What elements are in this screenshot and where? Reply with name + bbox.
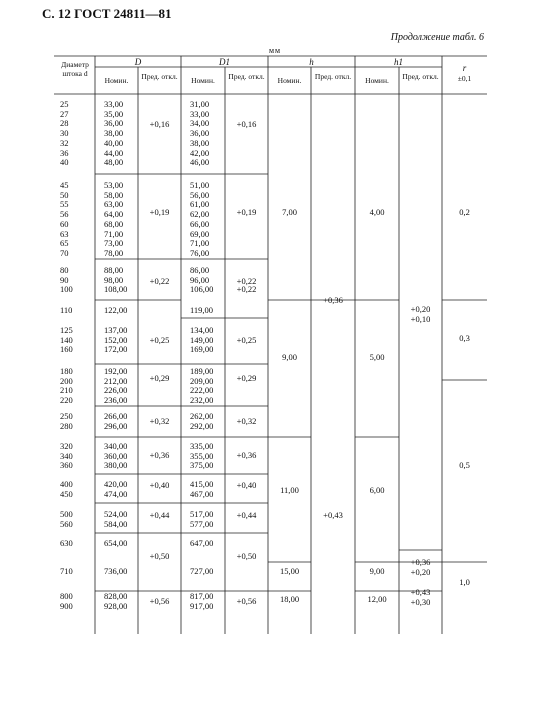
D1-dev-630-710: +0,50 [236,551,257,561]
D1-deviation-cell: +0,40 [236,480,257,490]
D-deviation-cell: +0,29 [149,373,170,383]
rod-diameter-cell: 200 [60,375,73,386]
h-nom-5: 18,00 [279,594,300,604]
D-deviation-cell: +0,56 [149,596,170,606]
rod-diameter-cell: 100 [60,284,73,295]
rod-diameter-cell: 65 [60,238,69,249]
h1-dev-1b: +0,10 [410,314,431,324]
D-deviation-cell: +0,22 [149,276,170,286]
h1-dev-2b: +0,20 [410,567,431,577]
D1-deviation-cell: +0,29 [236,373,257,383]
D-nominal-cell: 108,00 [104,284,128,295]
rod-diameter-cell: 32 [60,137,69,148]
r-value-4: 1,0 [459,577,470,587]
D-nominal-cell: 172,00 [104,344,128,355]
D1-nominal-cell: 209,00 [190,375,214,386]
h1-dev-3a: +0,43 [410,587,431,597]
h1-dev-3b: +0,30 [410,597,431,607]
rod-diameter-cell: 400 [60,479,73,489]
D1-deviation-cell: +0,56 [236,596,257,606]
col-header-h1: h1 [394,57,403,67]
D-nominal-cell: 63,00 [104,199,124,210]
D-nominal-cell: 420,00 [104,479,128,489]
D1-nominal-cell: 61,00 [190,199,210,210]
h-nom-2: 9,00 [282,352,297,362]
D1-nominal-cell: 38,00 [190,137,210,148]
rod-diameter-cell: 250 [60,411,73,421]
D1-nominal-cell: 189,00 [190,366,214,376]
D1-nominal-cell: 355,00 [190,450,214,461]
rod-diameter-cell: 56 [60,209,69,220]
D1-nominal-cell: 149,00 [190,334,214,345]
D1-deviation-cell: +0,22 [236,276,257,286]
D-nominal-cell: 736,00 [104,566,128,576]
col-header-D1-nom: Номин. [191,76,215,85]
D-nominal-cell: 78,00 [104,247,124,258]
D1-nominal-cell: 467,00 [190,488,214,499]
rod-diameter-cell: 125 [60,325,73,335]
D1-nominal-cell: 36,00 [190,128,210,139]
D-nominal-cell: 474,00 [104,488,128,499]
D-nominal-cell: 296,00 [104,420,128,431]
D1-nominal-cell: 375,00 [190,460,214,471]
D-nominal-cell: 33,00 [104,99,124,109]
rod-diameter-cell: 900 [60,600,73,611]
col-header-D1: D1 [219,57,230,67]
D-nominal-cell: 58,00 [104,189,124,200]
D1-nominal-cell: 817,00 [190,591,214,601]
D1-nominal-cell: 232,00 [190,395,214,406]
D-deviation-cell: +0,16 [149,119,170,129]
D1-deviation-cell: +0,19 [236,207,257,217]
rod-diameter-cell: 55 [60,199,69,210]
D-nominal-cell: 226,00 [104,385,128,396]
D-nominal-cell: 928,00 [104,600,128,611]
h1-dev-2a: +0,36 [410,557,431,567]
D1-deviation-cell: +0,32 [236,416,257,426]
D-nominal-cell: 584,00 [104,518,128,529]
D1-nominal-cell: 56,00 [190,189,210,200]
D-nominal-cell: 88,00 [104,265,124,275]
D-deviation-cell: +0,36 [149,450,170,460]
page-header: С. 12 ГОСТ 24811—81 [42,6,172,21]
rod-diameter-cell: 36 [60,147,69,158]
rod-diameter-cell: 450 [60,488,73,499]
col-header-h-dev: Пред. откл. [314,72,352,81]
D-nominal-cell: 152,00 [104,334,128,345]
h1-nom-1: 4,00 [369,207,385,217]
r-value-1: 0,2 [459,207,470,217]
D-nominal-cell: 71,00 [104,228,124,239]
D1-nominal-cell: 134,00 [190,325,214,335]
rod-diameter-cell: 280 [60,420,73,431]
col-header-h1-dev: Пред. откл. [402,72,439,81]
D-nominal-cell: 44,00 [104,147,124,158]
D-nominal-cell: 137,00 [104,325,128,335]
D1-nominal-cell: 31,00 [190,99,210,109]
rod-diameter-cell: 45 [60,180,69,190]
col-header-D-dev: Пред. откл. [141,72,178,81]
h1-nom-2: 5,00 [369,352,385,362]
rod-diameter-cell: 360 [60,460,73,471]
D1-nominal-cell: 62,00 [190,209,210,220]
D-nominal-cell: 48,00 [104,157,124,168]
rod-diameter-cell: 63 [60,228,69,239]
D-nominal-cell: 38,00 [104,128,124,139]
rod-diameter-cell: 180 [60,366,73,376]
D1-nominal-cell: 727,00 [190,566,214,576]
rod-diameter-cell: 28 [60,118,69,129]
D-nominal-cell: 828,00 [104,591,128,601]
col-header-D: D [134,57,142,67]
D1-nominal-cell: 66,00 [190,218,210,229]
D1-nominal-cell: 917,00 [190,600,214,611]
D1-nominal-cell: 42,00 [190,147,210,158]
D-nominal-cell: 212,00 [104,375,128,386]
D-nominal-cell: 53,00 [104,180,124,190]
D1-dev-100-110: +0,22 [236,284,257,294]
D-deviation-cell: +0,44 [149,510,170,520]
D-nominal-cell: 122,00 [104,305,128,315]
rod-diameter-cell: 40 [60,157,69,168]
D-nominal-cell: 35,00 [104,108,124,119]
h-dev-2: +0,43 [323,510,343,520]
D-nominal-cell: 98,00 [104,274,124,285]
D-deviation-cell: +0,40 [149,480,170,490]
D-nominal-cell: 236,00 [104,395,128,406]
h1-dev-1a: +0,20 [410,304,431,314]
D-nominal-cell: 68,00 [104,218,124,229]
r-value-2: 0,3 [459,333,470,343]
unit-label: мм [268,46,282,55]
D-nominal-cell: 73,00 [104,238,124,249]
rod-diameter-cell: 710 [60,566,73,576]
D1-deviation-cell: +0,16 [236,119,257,129]
rod-diameter-cell: 560 [60,518,73,529]
D1-nominal-cell: 51,00 [190,180,210,190]
h-dev-1: +0,36 [323,295,343,305]
D-nominal-cell: 360,00 [104,450,128,461]
D1-nominal-cell: 292,00 [190,420,214,431]
D1-nominal-cell: 335,00 [190,441,214,451]
D-deviation-cell: +0,32 [149,416,170,426]
D1-nominal-cell: 76,00 [190,247,210,258]
D-nominal-cell: 40,00 [104,137,124,148]
D-nominal-cell: 266,00 [104,411,128,421]
col-header-D-nom: Номин. [104,76,129,85]
D1-nominal-cell: 415,00 [190,479,214,489]
col-header-d: Диаметр штока d [61,60,89,78]
rod-diameter-cell: 25 [60,99,69,109]
col-header-h1-nom: Номин. [365,76,389,85]
D1-nominal-cell: 33,00 [190,108,210,119]
D-deviation-cell: +0,25 [149,335,170,345]
D1-nominal-cell: 34,00 [190,118,210,129]
rod-diameter-cell: 500 [60,509,73,519]
D1-nominal-cell: 106,00 [190,284,214,295]
D1-nominal-cell: 96,00 [190,274,210,285]
col-header-r: r [462,63,467,73]
h-nom-1: 7,00 [282,207,297,217]
D1-nominal-cell: 46,00 [190,157,210,168]
rod-diameter-cell: 70 [60,247,69,258]
D-dev-630-710: +0,50 [149,551,170,561]
D-nominal-cell: 654,00 [104,538,128,548]
col-header-h: h [309,57,314,67]
D-deviation-cell: +0,19 [149,207,170,217]
rod-diameter-cell: 50 [60,189,69,200]
rod-diameter-cell: 220 [60,395,73,406]
col-header-r-tolerance: ±0,1 [457,74,472,83]
D1-nominal-cell: 517,00 [190,509,214,519]
rod-diameter-cell: 110 [60,305,73,315]
D1-deviation-cell: +0,25 [236,335,257,345]
rod-diameter-cell: 160 [60,344,73,355]
D1-nominal-cell: 86,00 [190,265,210,275]
D-nominal-cell: 64,00 [104,209,124,220]
h1-nom-5: 12,00 [367,594,387,604]
h-nom-4: 15,00 [279,566,300,576]
rod-diameter-cell: 210 [60,385,73,396]
D-nominal-cell: 192,00 [104,366,128,376]
rod-diameter-cell: 800 [60,591,73,601]
D1-nominal-cell: 71,00 [190,238,210,249]
rod-diameter-cell: 60 [60,218,69,229]
rod-diameter-cell: 80 [60,265,69,275]
D1-nominal-cell: 577,00 [190,518,214,529]
h1-nom-3: 6,00 [369,485,385,495]
rod-diameter-cell: 30 [60,128,69,139]
rod-diameter-cell: 340 [60,450,73,461]
D-nominal-cell: 340,00 [104,441,128,451]
D1-nominal-cell: 647,00 [190,538,214,548]
D1-nominal-cell: 262,00 [190,411,214,421]
continuation-note: Продолжение табл. 6 [390,32,484,43]
D-nominal-cell: 524,00 [104,509,128,519]
rod-diameter-cell: 320 [60,441,73,451]
D1-nominal-cell: 119,00 [190,305,214,315]
D1-nominal-cell: 222,00 [190,385,214,396]
D1-deviation-cell: +0,36 [236,450,257,460]
D1-nominal-cell: 169,00 [190,344,214,355]
D-nominal-cell: 380,00 [104,460,128,471]
D1-nominal-cell: 69,00 [190,228,210,239]
col-header-D1-dev: Пред. откл. [228,72,265,81]
rod-diameter-cell: 140 [60,334,73,345]
h-nom-3: 11,00 [280,485,299,495]
r-value-3: 0,5 [459,460,470,470]
rod-diameter-cell: 90 [60,274,69,285]
rod-diameter-cell: 630 [60,538,73,548]
col-header-h-nom: Номин. [277,76,302,85]
D1-deviation-cell: +0,44 [236,510,257,520]
D-nominal-cell: 36,00 [104,118,124,129]
rod-diameter-cell: 27 [60,108,69,119]
h1-nom-4: 9,00 [369,566,385,576]
